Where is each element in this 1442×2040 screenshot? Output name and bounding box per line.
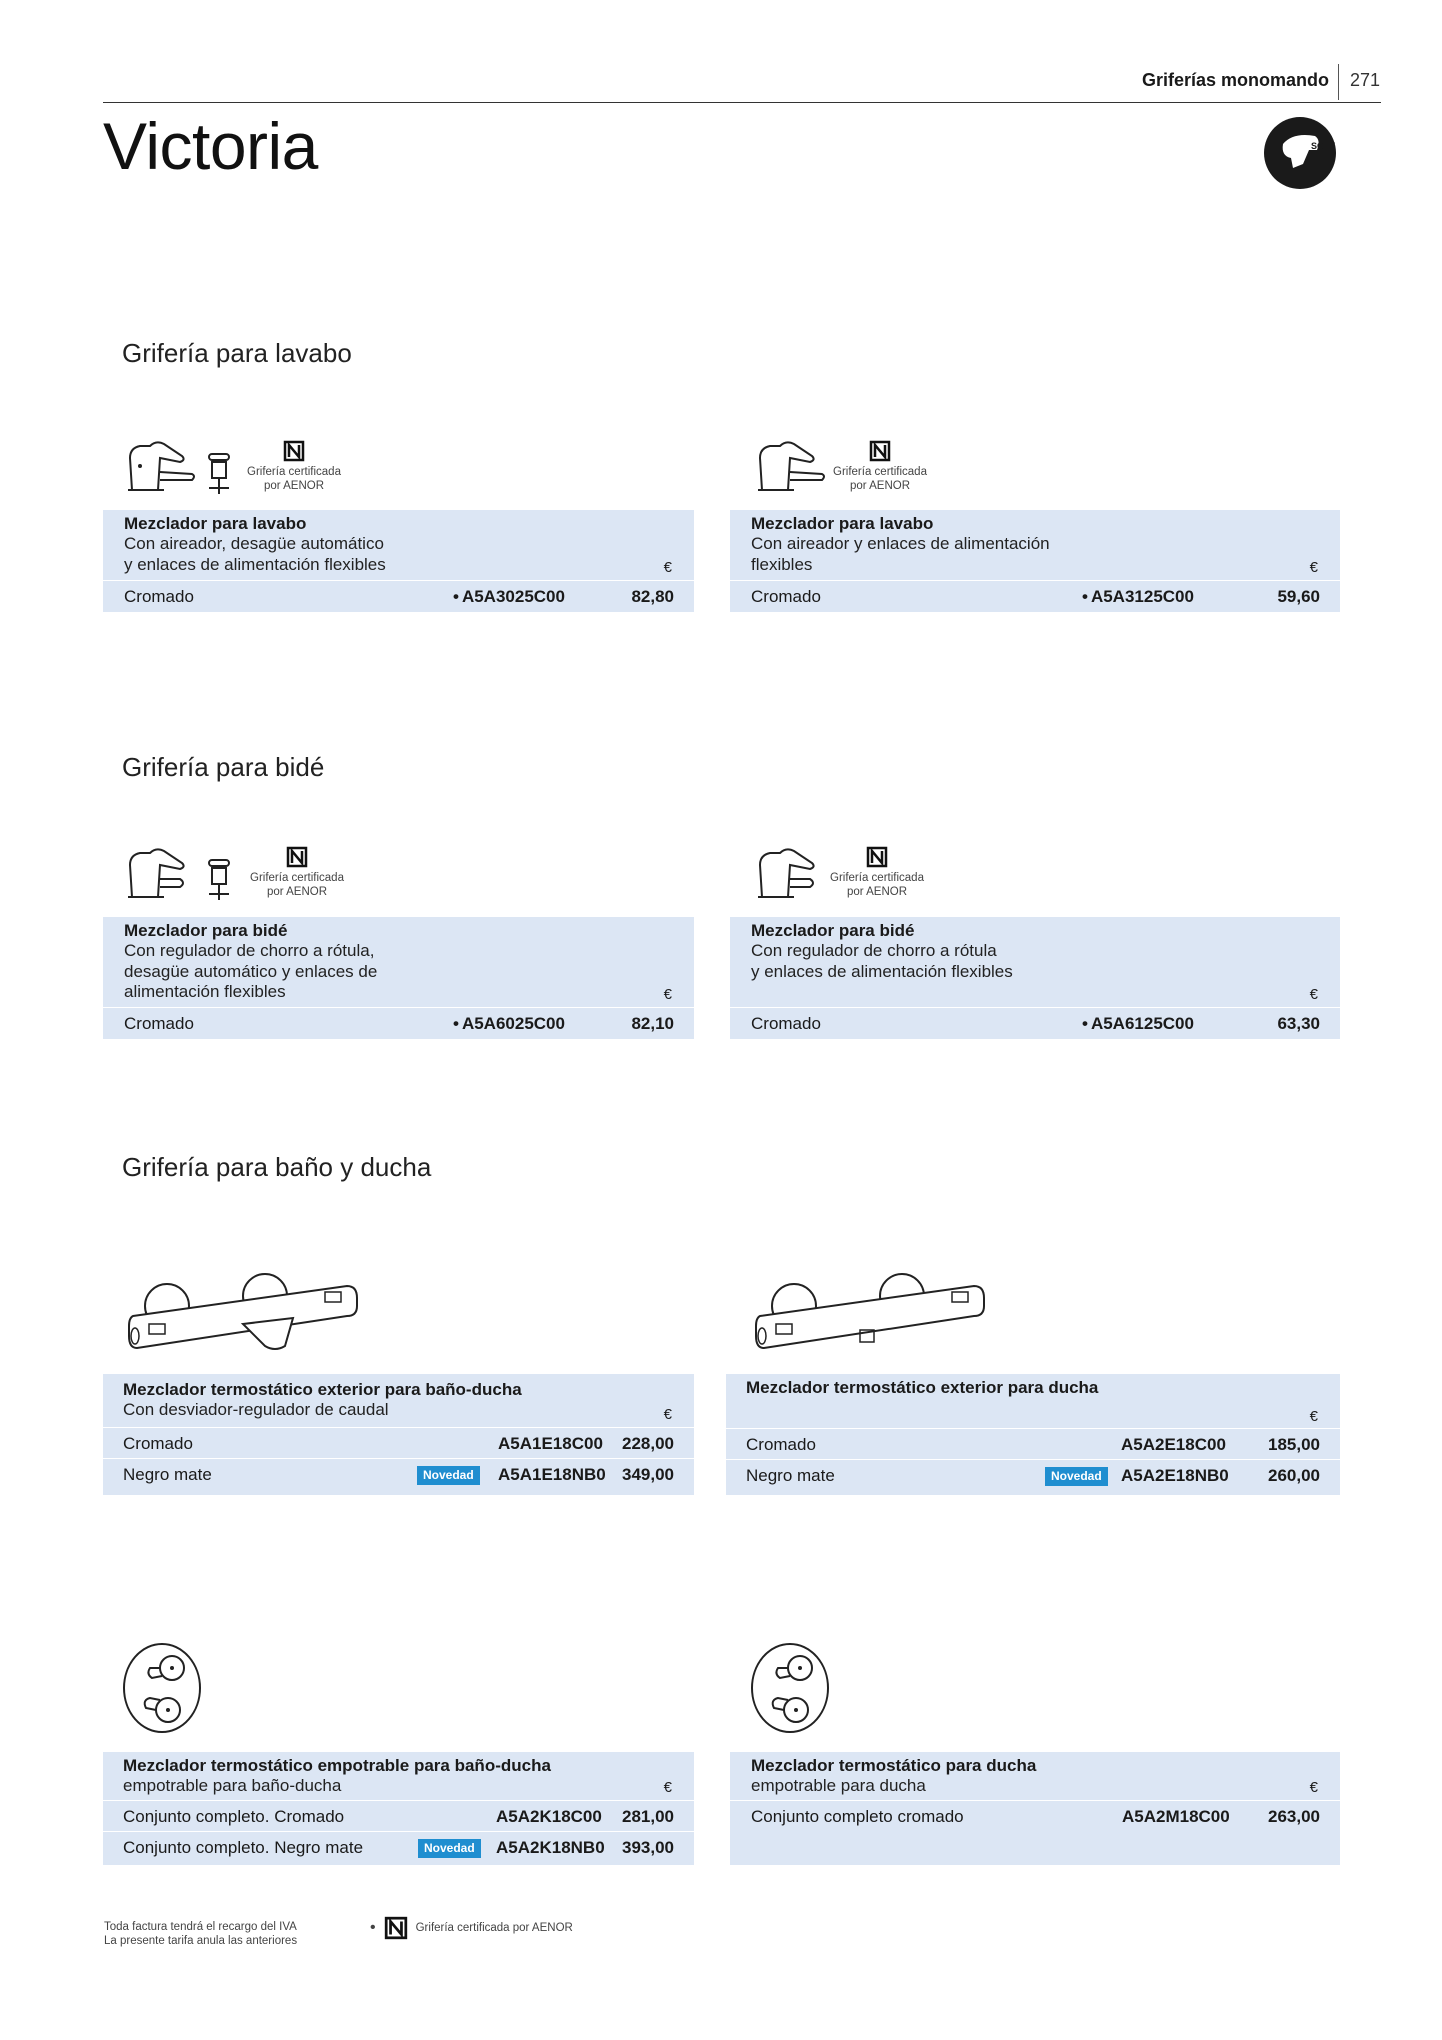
cert-label: por AENOR: [849, 480, 911, 492]
cert-label: por AENOR: [846, 886, 908, 898]
product-price: 185,00: [1268, 1435, 1320, 1454]
footer-line: La presente tarifa anula las anteriores: [104, 1935, 298, 1947]
product-description: Con regulador de chorro a rótula: [751, 941, 997, 960]
product-price: 59,60: [1277, 587, 1320, 606]
cert-label: Grifería certificada: [833, 466, 927, 478]
product-card-thermostatic-shower: [726, 1374, 1340, 1495]
novedad-badge: Novedad: [418, 1839, 481, 1858]
product-name: Mezclador para lavabo: [751, 514, 934, 533]
finish-label: Conjunto completo. Negro mate: [123, 1838, 364, 1857]
section-header: Griferías monomando: [1141, 70, 1329, 90]
faucet-bide-illustration: [750, 825, 830, 905]
header-separator: [1338, 64, 1339, 100]
cert-label: Grifería certificada: [247, 466, 341, 478]
currency-symbol: €: [663, 559, 672, 576]
product-price: 263,00: [1268, 1807, 1320, 1826]
price-row: [103, 1007, 694, 1039]
aenor-icon: [384, 1916, 408, 1940]
built-in-thermostatic-illustration: [120, 1638, 210, 1738]
cert-label: Grifería certificada: [830, 872, 924, 884]
aenor-icon: [866, 846, 888, 868]
product-card-built-in-bath-shower: [103, 1752, 694, 1865]
product-name: Mezclador para lavabo: [124, 514, 307, 533]
product-name: Mezclador termostático exterior para baño-ducha: [123, 1380, 522, 1399]
product-reference: • A5A3125C00: [1082, 587, 1194, 607]
product-description: Con aireador, desagüe automático: [124, 534, 384, 553]
currency-symbol: €: [1309, 986, 1318, 1003]
aenor-cert-lavabo-1: [244, 440, 344, 493]
price-row: [103, 1800, 694, 1832]
aenor-icon: [869, 440, 891, 462]
faucet-bide-illustration: [120, 825, 200, 905]
product-description: y enlaces de alimentación flexibles: [751, 961, 1013, 981]
drain-valve-illustration: [205, 858, 233, 904]
product-card-bide-2: [730, 917, 1340, 1039]
product-description: Con aireador y enlaces de alimentación: [751, 534, 1050, 553]
footer-line: Toda factura tendrá el recargo del IVA: [104, 1921, 297, 1933]
price-row: [730, 1007, 1340, 1039]
novedad-badge: Novedad: [1045, 1467, 1108, 1486]
price-row: [726, 1459, 1340, 1491]
finish-label: Conjunto completo. Cromado: [123, 1807, 345, 1826]
product-reference: A5A1E18C00: [498, 1434, 603, 1453]
product-name: Mezclador para bidé: [751, 921, 915, 940]
currency-symbol: €: [663, 1406, 672, 1423]
novedad-badge: Novedad: [417, 1466, 480, 1485]
product-price: 349,00: [622, 1465, 674, 1484]
cert-label: por AENOR: [263, 480, 325, 492]
page-title: Victoria: [103, 109, 318, 183]
product-description: empotrable para baño-ducha: [123, 1776, 342, 1795]
product-description: flexibles: [751, 554, 813, 574]
product-description: alimentación flexibles: [124, 982, 286, 1001]
finish-label: Cromado: [751, 587, 821, 606]
faucet-lavabo-illustration: [120, 418, 200, 498]
product-reference: A5A2K18C00: [496, 1807, 602, 1826]
soft-logo: [1263, 116, 1337, 190]
legend-text: Grifería certificada por AENOR: [415, 1922, 573, 1934]
product-reference: A5A2K18NB0: [496, 1838, 605, 1857]
product-name: Mezclador termostático exterior para ducha: [746, 1378, 1099, 1397]
finish-label: Cromado: [123, 1434, 193, 1453]
section-title-lavabo: Grifería para lavabo: [122, 338, 352, 368]
currency-symbol: €: [1309, 1779, 1318, 1796]
finish-label: Cromado: [124, 1014, 194, 1033]
product-reference: • A5A6025C00: [453, 1014, 565, 1034]
product-reference: A5A2E18NB0: [1121, 1466, 1229, 1485]
finish-label: Cromado: [751, 1014, 821, 1033]
product-price: 63,30: [1277, 1014, 1320, 1033]
price-row: [103, 1831, 694, 1863]
aenor-cert-bide-2: [827, 846, 927, 899]
product-reference: A5A2M18C00: [1122, 1807, 1230, 1826]
page-number: 271: [1350, 70, 1381, 90]
product-card-lavabo-1: [103, 510, 694, 612]
faucet-lavabo-illustration: [750, 418, 830, 498]
section-title-bide: Grifería para bidé: [122, 752, 325, 782]
product-price: 228,00: [622, 1434, 674, 1453]
product-card-bide-1: [103, 917, 694, 1039]
built-in-thermostatic-illustration: [748, 1638, 838, 1738]
product-reference: • A5A3025C00: [453, 587, 565, 607]
aenor-icon: [286, 846, 308, 868]
product-description: empotrable para ducha: [751, 1776, 926, 1795]
thermostatic-shower-illustration: [752, 1268, 987, 1358]
product-reference: A5A1E18NB0: [498, 1465, 606, 1484]
product-price: 281,00: [622, 1807, 674, 1826]
currency-symbol: €: [1309, 1408, 1318, 1425]
thermostatic-bath-shower-illustration: [125, 1268, 360, 1358]
logo-text: SOFT: [1311, 141, 1335, 151]
aenor-cert-bide-1: [247, 846, 347, 899]
finish-label: Negro mate: [123, 1465, 212, 1484]
footer-notes: [104, 1920, 297, 1948]
finish-label: Negro mate: [746, 1466, 835, 1485]
header-rule: [103, 102, 1381, 103]
price-row: [730, 580, 1340, 612]
product-name: Mezclador termostático para ducha: [751, 1756, 1037, 1775]
aenor-icon: [283, 440, 305, 462]
product-card-lavabo-2: [730, 510, 1340, 612]
product-reference: A5A2E18C00: [1121, 1435, 1226, 1454]
currency-symbol: €: [1309, 559, 1318, 576]
product-card-thermostatic-bath-shower: [103, 1374, 694, 1495]
price-row: [726, 1428, 1340, 1460]
product-description: desagüe automático y enlaces de: [124, 961, 378, 981]
product-reference: • A5A6125C00: [1082, 1014, 1194, 1034]
product-price: 393,00: [622, 1838, 674, 1857]
footer-legend: [370, 1916, 573, 1940]
product-description: y enlaces de alimentación flexibles: [124, 554, 386, 574]
product-description: Con desviador-regulador de caudal: [123, 1400, 389, 1419]
price-row: [730, 1800, 1340, 1832]
finish-label: Conjunto completo cromado: [751, 1807, 964, 1826]
product-name: Mezclador para bidé: [124, 921, 288, 940]
cert-label: Grifería certificada: [250, 872, 344, 884]
product-price: 82,10: [631, 1014, 674, 1033]
aenor-cert-lavabo-2: [830, 440, 930, 493]
product-name: Mezclador termostático empotrable para baño-ducha: [123, 1756, 551, 1775]
price-row: [103, 1458, 694, 1490]
product-price: 82,80: [631, 587, 674, 606]
price-row: [103, 580, 694, 612]
drain-valve-illustration: [205, 452, 233, 498]
price-row: [103, 1427, 694, 1459]
product-card-built-in-shower: [730, 1752, 1340, 1865]
section-title-bano-ducha: Grifería para baño y ducha: [122, 1152, 432, 1182]
currency-symbol: €: [663, 986, 672, 1003]
currency-symbol: €: [663, 1779, 672, 1796]
product-price: 260,00: [1268, 1466, 1320, 1485]
cert-label: por AENOR: [266, 886, 328, 898]
product-description: Con regulador de chorro a rótula,: [124, 941, 375, 960]
finish-label: Cromado: [124, 587, 194, 606]
bullet-icon: •: [370, 1919, 376, 1936]
finish-label: Cromado: [746, 1435, 816, 1454]
